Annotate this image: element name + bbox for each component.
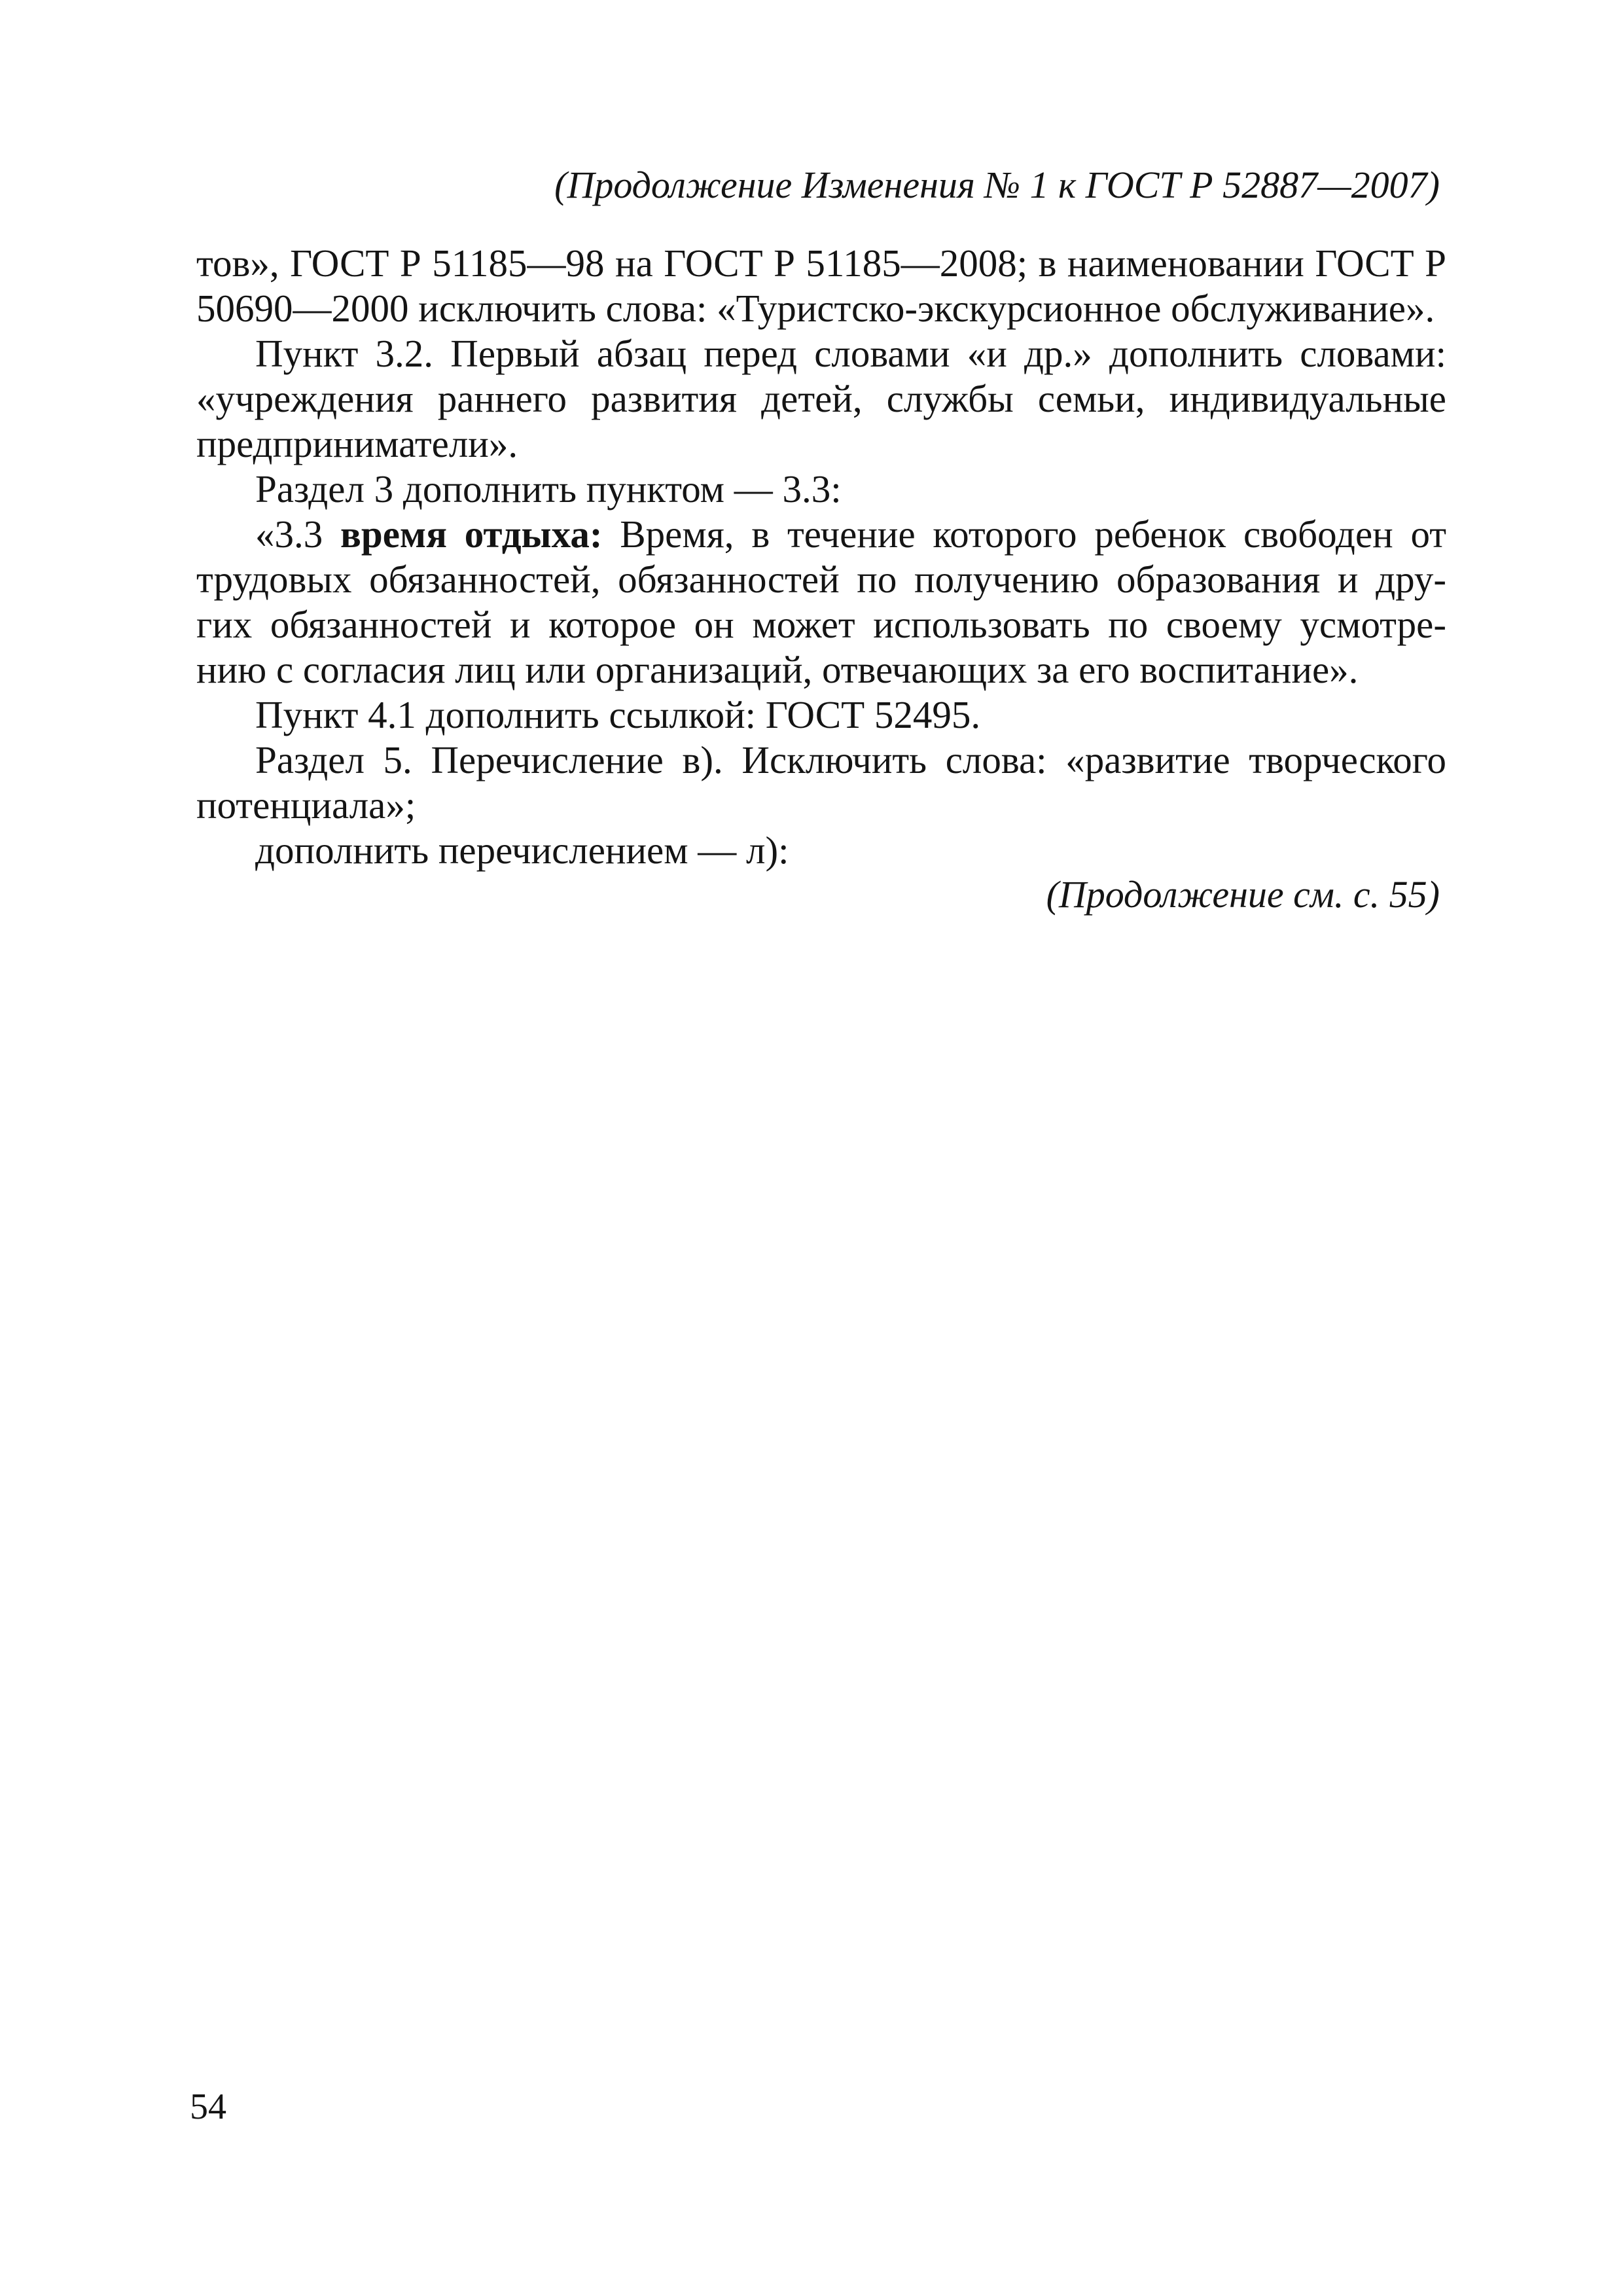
text-line: Пункт 4.1 дополнить ссылкой: ГОСТ 52495. — [255, 693, 981, 736]
text-line: «учреждения раннего развития детей, службы семьи, индивидуальные — [196, 377, 1446, 420]
defined-term: время отдыха: — [340, 512, 603, 556]
text-line: предприниматели». — [196, 422, 518, 465]
continuation-note: (Продолжение см. с. 55) — [1046, 873, 1440, 916]
definition-text: Время, в течение которого ребенок свободен от — [602, 512, 1447, 556]
text-line: дополнить перечислением — л): — [255, 829, 789, 872]
text-line: потенциала»; — [196, 783, 416, 827]
text-line: 50690—2000 исключить слова: «Туристско-экскурсионное обслуживание». — [196, 287, 1435, 330]
text-line: Пункт 3.2. Первый абзац перед словами «и др.» дополнить словами: — [255, 332, 1446, 375]
text-line: нию с согласия лиц или организаций, отвечающих за его воспитание». — [196, 648, 1359, 691]
text-line: Раздел 3 дополнить пунктом — 3.3: — [255, 467, 842, 511]
text-line: трудовых обязанностей, обязанностей по получению образования и дру- — [196, 558, 1446, 601]
body-text — [196, 241, 1446, 873]
text-line: Раздел 5. Перечисление в). Исключить слова: «развитие творческого — [255, 738, 1446, 781]
running-header: (Продолжение Изменения № 1 к ГОСТ Р 52887—2007) — [554, 164, 1440, 206]
text-line: тов», ГОСТ Р 51185—98 на ГОСТ Р 51185—2008; в наименовании ГОСТ Р — [196, 242, 1446, 285]
text-line-definition — [196, 512, 1446, 557]
page-number: 54 — [190, 2087, 226, 2127]
definition-number: «3.3 — [255, 512, 341, 556]
text-line: гих обязанностей и которое он может использовать по своему усмотре- — [196, 603, 1446, 646]
